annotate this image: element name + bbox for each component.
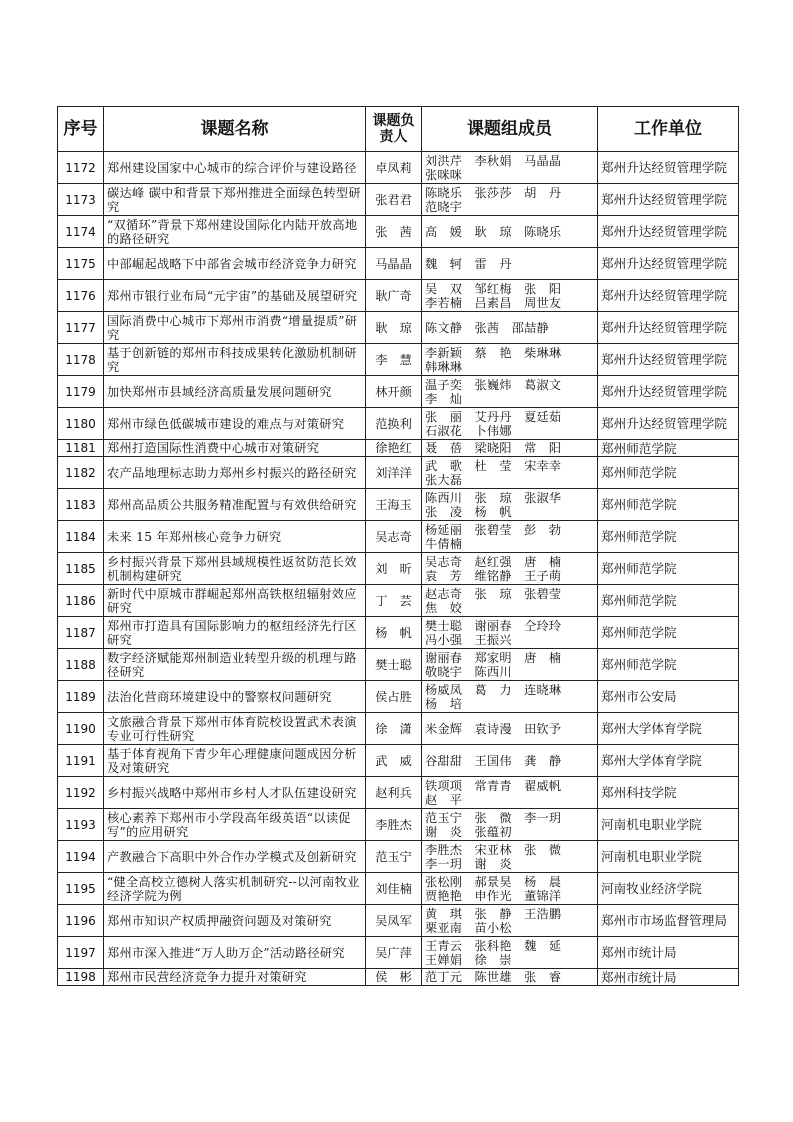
row-lead: 侯占胜 xyxy=(366,681,422,713)
row-members: 温子奕 张巍炜 葛淑文 李 灿 xyxy=(422,376,598,408)
table-row xyxy=(58,649,739,681)
row-members: 陈西川 张 琼 张淑华 张 凌 杨 帆 xyxy=(422,489,598,521)
table-row xyxy=(58,408,739,440)
row-num: 1182 xyxy=(58,457,104,489)
row-org: 郑州升达经贸管理学院 xyxy=(598,184,739,216)
row-num: 1173 xyxy=(58,184,104,216)
row-lead: 武 威 xyxy=(366,745,422,777)
row-members: 李胜杰 宋亚林 张 微 李一玥 谢 炎 xyxy=(422,841,598,873)
row-lead: 张君君 xyxy=(366,184,422,216)
row-lead: 吴志奇 xyxy=(366,521,422,553)
row-members: 刘洪芹 李秋娟 马晶晶 张咪咪 xyxy=(422,152,598,184)
row-topic: 基于创新链的郑州市科技成果转化激励机制研究 xyxy=(104,344,366,376)
row-topic: 郑州市绿色低碳城市建设的难点与对策研究 xyxy=(104,408,366,440)
row-lead: 耿 琼 xyxy=(366,312,422,344)
row-org: 郑州升达经贸管理学院 xyxy=(598,248,739,280)
row-org: 郑州师范学院 xyxy=(598,553,739,585)
row-topic: 郑州打造国际性消费中心城市对策研究 xyxy=(104,440,366,457)
row-lead: 吴广萍 xyxy=(366,937,422,969)
row-org: 郑州市统计局 xyxy=(598,969,739,986)
row-num: 1185 xyxy=(58,553,104,585)
table-row xyxy=(58,873,739,905)
row-topic: 数字经济赋能郑州制造业转型升级的机理与路径研究 xyxy=(104,649,366,681)
row-topic: 乡村振兴背景下郑州县域规模性返贫防范长效机制构建研究 xyxy=(104,553,366,585)
row-org: 郑州升达经贸管理学院 xyxy=(598,408,739,440)
header-row xyxy=(58,107,739,152)
row-lead: 刘洋洋 xyxy=(366,457,422,489)
table-row xyxy=(58,617,739,649)
header-num: 序号 xyxy=(58,107,104,152)
row-num: 1183 xyxy=(58,489,104,521)
row-org: 郑州升达经贸管理学院 xyxy=(598,280,739,312)
row-lead: 卓凤莉 xyxy=(366,152,422,184)
row-members: 陈晓乐 张莎莎 胡 丹 范晓宇 xyxy=(422,184,598,216)
table-row xyxy=(58,777,739,809)
table-row xyxy=(58,809,739,841)
row-num: 1193 xyxy=(58,809,104,841)
project-table xyxy=(57,106,739,986)
header-org: 工作单位 xyxy=(598,107,739,152)
row-num: 1178 xyxy=(58,344,104,376)
row-topic: 郑州市知识产权质押融资问题及对策研究 xyxy=(104,905,366,937)
row-members: 吴 双 邹红梅 张 阳 李若楠 吕素昌 周世友 xyxy=(422,280,598,312)
row-topic: 加快郑州市县域经济高质量发展问题研究 xyxy=(104,376,366,408)
row-lead: 侯 彬 xyxy=(366,969,422,986)
row-topic: 郑州高品质公共服务精准配置与有效供给研究 xyxy=(104,489,366,521)
row-org: 郑州升达经贸管理学院 xyxy=(598,312,739,344)
row-topic: 中部崛起战略下中部省会城市经济竞争力研究 xyxy=(104,248,366,280)
table-row xyxy=(58,937,739,969)
row-org: 郑州市公安局 xyxy=(598,681,739,713)
table-row xyxy=(58,585,739,617)
row-members: 王青云 张科艳 魏 延 王婵娟 徐 崇 xyxy=(422,937,598,969)
row-members: 张 丽 艾丹丹 夏廷茹 石淑花 卜伟娜 xyxy=(422,408,598,440)
row-members: 魏 轲 雷 丹 xyxy=(422,248,598,280)
row-topic: 未来 15 年郑州核心竞争力研究 xyxy=(104,521,366,553)
row-lead: 刘 昕 xyxy=(366,553,422,585)
row-num: 1198 xyxy=(58,969,104,986)
table-row xyxy=(58,457,739,489)
row-topic: “双循环”背景下郑州建设国际化内陆开放高地的路径研究 xyxy=(104,216,366,248)
row-members: 谢丽春 郑家明 唐 楠 敬晓宇 陈西川 xyxy=(422,649,598,681)
row-topic: 基于体育视角下青少年心理健康问题成因分析及对策研究 xyxy=(104,745,366,777)
row-members: 武 歌 杜 莹 宋幸幸 张大磊 xyxy=(422,457,598,489)
row-lead: 樊士聪 xyxy=(366,649,422,681)
row-num: 1181 xyxy=(58,440,104,457)
row-org: 郑州升达经贸管理学院 xyxy=(598,216,739,248)
row-lead: 刘佳楠 xyxy=(366,873,422,905)
row-lead: 李 慧 xyxy=(366,344,422,376)
row-members: 高 媛 耿 琼 陈晓乐 xyxy=(422,216,598,248)
table-row xyxy=(58,216,739,248)
row-lead: 范换利 xyxy=(366,408,422,440)
row-org: 河南牧业经济学院 xyxy=(598,873,739,905)
row-lead: 张 茜 xyxy=(366,216,422,248)
row-lead: 徐艳红 xyxy=(366,440,422,457)
table-row xyxy=(58,905,739,937)
row-lead: 马晶晶 xyxy=(366,248,422,280)
row-lead: 林开颜 xyxy=(366,376,422,408)
table-row xyxy=(58,969,739,986)
row-lead: 吴凤军 xyxy=(366,905,422,937)
row-topic: 国际消费中心城市下郑州市消费“增量提质”研究 xyxy=(104,312,366,344)
row-lead: 范玉宁 xyxy=(366,841,422,873)
row-num: 1187 xyxy=(58,617,104,649)
row-lead: 杨 帆 xyxy=(366,617,422,649)
table-row xyxy=(58,440,739,457)
row-num: 1175 xyxy=(58,248,104,280)
row-topic: 碳达峰 碳中和背景下郑州推进全面绿色转型研究 xyxy=(104,184,366,216)
table-row xyxy=(58,376,739,408)
row-org: 郑州大学体育学院 xyxy=(598,713,739,745)
row-num: 1176 xyxy=(58,280,104,312)
row-lead: 徐 潇 xyxy=(366,713,422,745)
table-row xyxy=(58,489,739,521)
row-lead: 耿广奇 xyxy=(366,280,422,312)
row-members: 黄 琪 张 静 王浩鹏 栗亚南 苗小松 xyxy=(422,905,598,937)
table-row xyxy=(58,521,739,553)
row-members: 范丁元 陈世雄 张 睿 xyxy=(422,969,598,986)
row-members: 吴志奇 赵红强 唐 楠 袁 芳 维铭静 王子萌 xyxy=(422,553,598,585)
row-lead: 李胜杰 xyxy=(366,809,422,841)
row-members: 樊士聪 谢丽春 仝玲玲 冯小强 王振兴 xyxy=(422,617,598,649)
row-topic: 郑州建设国家中心城市的综合评价与建设路径 xyxy=(104,152,366,184)
row-org: 郑州大学体育学院 xyxy=(598,745,739,777)
row-num: 1179 xyxy=(58,376,104,408)
header-members: 课题组成员 xyxy=(422,107,598,152)
row-members: 张松刚 郝景昊 杨 晨 贾艳艳 申作光 董锦洋 xyxy=(422,873,598,905)
row-num: 1172 xyxy=(58,152,104,184)
row-topic: 农产品地理标志助力郑州乡村振兴的路径研究 xyxy=(104,457,366,489)
row-topic: 郑州市深入推进“万人助万企”活动路径研究 xyxy=(104,937,366,969)
row-lead: 赵利兵 xyxy=(366,777,422,809)
row-org: 郑州市市场监督管理局 xyxy=(598,905,739,937)
table-row xyxy=(58,184,739,216)
row-members: 范玉宁 张 微 李一玥 谢 炎 张蕴初 xyxy=(422,809,598,841)
row-members: 米金辉 袁诗漫 田钦予 xyxy=(422,713,598,745)
table-row xyxy=(58,713,739,745)
row-num: 1191 xyxy=(58,745,104,777)
row-members: 铁项项 常青青 翟威帆 赵 平 xyxy=(422,777,598,809)
row-num: 1195 xyxy=(58,873,104,905)
row-members: 聂 蓓 梁晓阳 常 阳 xyxy=(422,440,598,457)
row-lead: 丁 芸 xyxy=(366,585,422,617)
row-topic: “健全高校立德树人落实机制研究--以河南牧业经济学院为例 xyxy=(104,873,366,905)
row-members: 杨延丽 张碧莹 彭 勃 牛倩楠 xyxy=(422,521,598,553)
row-org: 郑州师范学院 xyxy=(598,521,739,553)
row-topic: 郑州市民营经济竞争力提升对策研究 xyxy=(104,969,366,986)
row-org: 郑州师范学院 xyxy=(598,649,739,681)
row-num: 1180 xyxy=(58,408,104,440)
row-members: 谷甜甜 王国伟 龚 静 xyxy=(422,745,598,777)
row-members: 杨威凤 葛 力 连晓琳 杨 培 xyxy=(422,681,598,713)
table-row xyxy=(58,745,739,777)
row-org: 郑州市统计局 xyxy=(598,937,739,969)
row-num: 1197 xyxy=(58,937,104,969)
row-num: 1189 xyxy=(58,681,104,713)
table-row xyxy=(58,681,739,713)
row-num: 1196 xyxy=(58,905,104,937)
row-num: 1186 xyxy=(58,585,104,617)
row-topic: 郑州市银行业布局“元宇宙”的基础及展望研究 xyxy=(104,280,366,312)
table-row xyxy=(58,280,739,312)
row-org: 郑州师范学院 xyxy=(598,457,739,489)
row-topic: 法治化营商环境建设中的警察权问题研究 xyxy=(104,681,366,713)
row-org: 郑州师范学院 xyxy=(598,585,739,617)
row-org: 河南机电职业学院 xyxy=(598,841,739,873)
table-row xyxy=(58,248,739,280)
row-topic: 新时代中原城市群崛起郑州高铁枢纽辐射效应研究 xyxy=(104,585,366,617)
row-org: 郑州升达经贸管理学院 xyxy=(598,152,739,184)
row-lead: 王海玉 xyxy=(366,489,422,521)
row-org: 郑州师范学院 xyxy=(598,617,739,649)
row-num: 1192 xyxy=(58,777,104,809)
row-org: 郑州师范学院 xyxy=(598,440,739,457)
row-num: 1174 xyxy=(58,216,104,248)
table-row xyxy=(58,344,739,376)
header-topic: 课题名称 xyxy=(104,107,366,152)
row-num: 1177 xyxy=(58,312,104,344)
table-row xyxy=(58,553,739,585)
row-org: 郑州师范学院 xyxy=(598,489,739,521)
row-topic: 郑州市打造具有国际影响力的枢纽经济先行区研究 xyxy=(104,617,366,649)
row-members: 陈文静 张茜 邵喆静 xyxy=(422,312,598,344)
row-num: 1190 xyxy=(58,713,104,745)
row-topic: 产教融合下高职中外合作办学模式及创新研究 xyxy=(104,841,366,873)
row-org: 郑州升达经贸管理学院 xyxy=(598,376,739,408)
row-topic: 核心素养下郑州市小学段高年级英语“以读促写”的应用研究 xyxy=(104,809,366,841)
row-topic: 乡村振兴战略中郑州市乡村人才队伍建设研究 xyxy=(104,777,366,809)
row-num: 1194 xyxy=(58,841,104,873)
table-row xyxy=(58,841,739,873)
row-org: 河南机电职业学院 xyxy=(598,809,739,841)
row-members: 赵志奇 张 琼 张碧莹 焦 姣 xyxy=(422,585,598,617)
row-org: 郑州科技学院 xyxy=(598,777,739,809)
table-row xyxy=(58,152,739,184)
row-org: 郑州升达经贸管理学院 xyxy=(598,344,739,376)
row-members: 李新颖 蔡 艳 柴琳琳 韩琳琳 xyxy=(422,344,598,376)
header-lead: 课题负责人 xyxy=(366,107,422,152)
row-num: 1184 xyxy=(58,521,104,553)
table-row xyxy=(58,312,739,344)
row-topic: 文旅融合背景下郑州市体育院校设置武术表演专业可行性研究 xyxy=(104,713,366,745)
row-num: 1188 xyxy=(58,649,104,681)
